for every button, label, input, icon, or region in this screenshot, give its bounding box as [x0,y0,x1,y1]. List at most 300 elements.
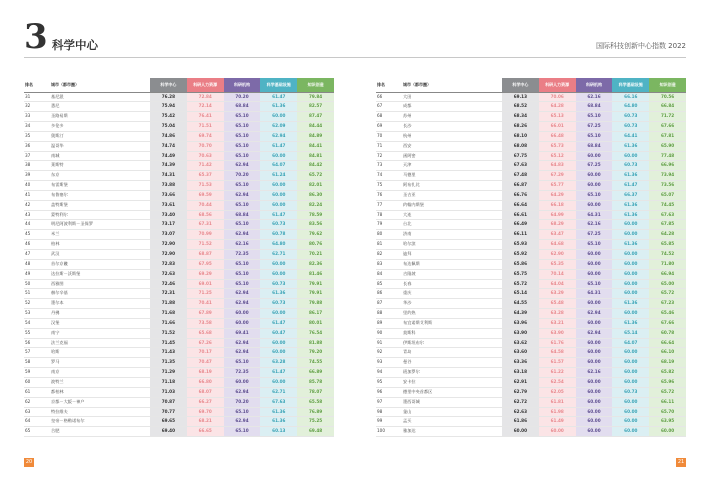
science-center-score: 73.17 [150,220,187,230]
header-research-institutions: 科研机构 [224,78,261,92]
research-talent-score: 71.25 [187,289,224,299]
rank-cell: 48 [24,259,50,269]
science-center-score: 66.64 [502,200,539,210]
research-talent-score: 67.26 [187,338,224,348]
city-cell: 西雅图 [50,279,150,289]
city-cell: 安卡拉 [402,377,502,387]
science-center-score: 63.96 [502,318,539,328]
research-institutions-score: 60.00 [576,387,613,397]
city-cell: 莱斯特 [50,161,150,171]
research-talent-score: 65.68 [187,328,224,338]
rank-cell: 41 [24,190,50,200]
city-cell: 长春 [402,279,502,289]
city-cell: 都柏林 [50,387,150,397]
research-talent-score: 61.22 [539,368,576,378]
table-row [376,358,686,368]
rank-cell: 77 [376,200,402,210]
rank-cell: 33 [24,112,50,122]
rank-cell: 90 [376,328,402,338]
city-cell: 汉堡 [50,318,150,328]
science-infrastructure-score: 60.00 [612,309,649,319]
science-center-score: 67.75 [502,151,539,161]
research-institutions-score: 62.94 [224,230,261,240]
science-center-score: 73.07 [150,230,187,240]
header-rank: 排名 [24,78,50,92]
table-row [376,377,686,387]
science-center-score: 62.63 [502,407,539,417]
science-infrastructure-score: 60.73 [260,299,297,309]
knowledge-creation-score: 68.19 [649,358,686,368]
science-center-score: 65.93 [502,240,539,250]
science-infrastructure-score: 60.00 [260,181,297,191]
table-row [24,269,334,279]
science-infrastructure-score: 64.80 [612,102,649,112]
science-infrastructure-score: 61.36 [612,299,649,309]
research-talent-score: 67.29 [539,171,576,181]
science-center-score: 71.43 [150,348,187,358]
science-center-score: 71.88 [150,299,187,309]
page-number-right: 21 [677,459,685,465]
knowledge-creation-score: 69.48 [297,427,334,437]
rank-cell: 71 [376,141,402,151]
research-institutions-score: 70.20 [224,92,261,102]
left-page-table [24,78,334,437]
rank-cell: 46 [24,240,50,250]
research-institutions-score: 60.00 [576,250,613,260]
table-row [24,318,334,328]
research-institutions-score: 70.20 [224,171,261,181]
science-infrastructure-score: 60.00 [612,279,649,289]
research-institutions-score: 68.84 [576,102,613,112]
knowledge-creation-score: 65.82 [649,368,686,378]
science-center-score: 72.90 [150,240,187,250]
research-institutions-score: 60.00 [576,417,613,427]
research-talent-score: 65.13 [539,112,576,122]
header-science-infrastructure: 科学基础设施 [612,78,649,92]
research-talent-score: 62.05 [539,387,576,397]
knowledge-creation-score: 67.23 [649,299,686,309]
knowledge-creation-score: 79.84 [297,92,334,102]
research-institutions-score: 65.10 [224,141,261,151]
knowledge-creation-score: 76.54 [297,328,334,338]
science-infrastructure-score: 60.00 [612,358,649,368]
science-infrastructure-score: 60.00 [260,338,297,348]
knowledge-creation-score: 73.56 [649,181,686,191]
ranking-table [24,78,334,437]
research-institutions-score: 65.10 [224,269,261,279]
research-institutions-score: 60.00 [576,181,613,191]
science-infrastructure-score: 66.16 [612,92,649,102]
science-center-score: 73.88 [150,181,187,191]
rank-cell: 96 [376,387,402,397]
table-row [376,279,686,289]
research-talent-score: 71.42 [187,161,224,171]
research-talent-score: 73.58 [187,318,224,328]
science-infrastructure-score: 60.00 [612,368,649,378]
research-talent-score: 64.83 [539,161,576,171]
knowledge-creation-score: 79.62 [297,230,334,240]
city-cell: 哈尔滨 [402,240,502,250]
rank-cell: 42 [24,200,50,210]
research-talent-score: 64.29 [539,190,576,200]
science-infrastructure-score: 61.36 [260,289,297,299]
research-talent-score: 65.12 [539,151,576,161]
science-center-score: 65.75 [502,269,539,279]
science-infrastructure-score: 61.36 [612,240,649,250]
city-cell: 多伦多 [50,122,150,132]
table-row [24,161,334,171]
research-institutions-score: 60.00 [576,259,613,269]
science-center-score: 65.72 [502,279,539,289]
research-institutions-score: 60.00 [224,309,261,319]
city-cell: 重庆 [402,289,502,299]
rank-cell: 39 [24,171,50,181]
research-talent-score: 64.58 [539,348,576,358]
knowledge-creation-score: 81.46 [297,269,334,279]
rank-cell: 57 [24,348,50,358]
research-institutions-score: 64.31 [576,289,613,299]
table-row [376,200,686,210]
science-center-score: 63.90 [502,328,539,338]
research-institutions-score: 60.00 [576,427,613,437]
knowledge-creation-score: 85.78 [297,377,334,387]
city-cell: 罗马 [50,358,150,368]
research-talent-score: 70.44 [187,200,224,210]
science-center-score: 69.65 [150,417,187,427]
science-infrastructure-score: 60.00 [612,427,649,437]
table-row [376,92,686,102]
header-research-talent: 科研人力资源 [539,78,576,92]
rank-cell: 100 [376,427,402,437]
city-cell: 首尔京畿 [50,259,150,269]
research-institutions-score: 65.10 [224,259,261,269]
rank-cell: 73 [376,161,402,171]
city-cell: 南京 [50,368,150,378]
science-center-score: 72.31 [150,289,187,299]
knowledge-creation-score: 84.42 [297,161,334,171]
knowledge-creation-score: 82.36 [297,259,334,269]
city-cell: 圣吉亚 [402,190,502,200]
rank-cell: 75 [376,181,402,191]
table-row [376,407,686,417]
rank-cell: 52 [24,299,50,309]
rank-cell: 59 [24,368,50,378]
city-cell: 明尼阿波利斯－圣保罗 [50,220,150,230]
city-cell: 法兰克福 [50,338,150,348]
research-talent-score: 63.21 [539,318,576,328]
knowledge-creation-score: 84.44 [297,122,334,132]
city-cell: 成都 [402,102,502,112]
rank-cell: 31 [24,92,50,102]
research-talent-score: 70.63 [187,151,224,161]
header-divider [24,57,686,58]
knowledge-creation-score: 67.63 [649,210,686,220]
table-row [376,318,686,328]
science-infrastructure-score: 60.00 [260,309,297,319]
research-institutions-score: 65.10 [576,190,613,200]
science-infrastructure-score: 67.63 [260,397,297,407]
table-row [24,171,334,181]
research-institutions-score: 65.10 [224,358,261,368]
science-infrastructure-score: 61.36 [260,102,297,112]
research-institutions-score: 68.84 [224,102,261,112]
table-row [376,220,686,230]
research-institutions-score: 69.41 [224,328,261,338]
header-research-talent: 科研人力资源 [187,78,224,92]
table-row [376,289,686,299]
science-infrastructure-score: 62.94 [260,131,297,141]
rank-cell: 60 [24,377,50,387]
science-center-score: 63.62 [502,338,539,348]
science-infrastructure-score: 60.00 [612,250,649,260]
rank-cell: 43 [24,210,50,220]
research-talent-score: 66.65 [187,427,224,437]
knowledge-creation-score: 66.89 [297,368,334,378]
rank-cell: 45 [24,230,50,240]
science-center-score: 68.34 [502,112,539,122]
table-row [24,190,334,200]
science-infrastructure-score: 61.47 [260,210,297,220]
city-cell: 蒙特利尔 [50,210,150,220]
research-institutions-score: 60.00 [224,377,261,387]
research-talent-score: 76.41 [187,112,224,122]
right-page-table [376,78,686,437]
science-center-score: 71.66 [150,318,187,328]
knowledge-creation-score: 65.85 [649,240,686,250]
rank-cell: 74 [376,171,402,181]
science-center-score: 71.35 [150,358,187,368]
table-row [376,259,686,269]
research-institutions-score: 62.16 [576,92,613,102]
rank-cell: 44 [24,220,50,230]
knowledge-creation-score: 87.47 [297,112,334,122]
table-row [376,171,686,181]
knowledge-creation-score: 70.56 [649,92,686,102]
research-talent-score: 68.07 [187,387,224,397]
table-row [376,328,686,338]
city-cell: 函阿密 [402,151,502,161]
knowledge-creation-score: 79.91 [297,279,334,289]
city-cell: 台北 [402,220,502,230]
science-infrastructure-score: 60.00 [612,269,649,279]
science-infrastructure-score: 60.00 [612,220,649,230]
research-institutions-score: 62.94 [576,328,613,338]
research-talent-score: 64.99 [539,210,576,220]
research-institutions-score: 62.94 [224,348,261,358]
rank-cell: 91 [376,338,402,348]
knowledge-creation-score: 65.72 [649,387,686,397]
science-center-score: 68.08 [502,141,539,151]
page-header [0,0,710,60]
table-row [24,112,334,122]
research-talent-score: 67.95 [187,259,224,269]
research-institutions-score: 65.10 [224,427,261,437]
research-institutions-score: 60.00 [576,171,613,181]
table-header-row [24,78,334,92]
table-row [24,348,334,358]
header-research-institutions: 科研机构 [576,78,613,92]
rank-cell: 47 [24,250,50,260]
city-cell: 天津 [402,161,502,171]
research-institutions-score: 60.00 [576,299,613,309]
knowledge-creation-score: 60.78 [649,328,686,338]
science-infrastructure-score: 60.73 [612,387,649,397]
science-infrastructure-score: 60.00 [260,259,297,269]
table-row [376,181,686,191]
city-cell: 约翰内斯堡 [402,200,502,210]
knowledge-creation-score: 86.17 [297,309,334,319]
knowledge-creation-score: 83.56 [297,220,334,230]
research-talent-score: 68.21 [187,417,224,427]
knowledge-creation-score: 79.20 [297,348,334,358]
science-infrastructure-score: 61.36 [612,210,649,220]
city-cell: 济南 [402,230,502,240]
city-cell: 丹佛 [50,309,150,319]
knowledge-creation-score: 79.91 [297,289,334,299]
research-talent-score: 64.68 [539,240,576,250]
city-cell: 合肥 [50,427,150,437]
knowledge-creation-score: 81.88 [297,338,334,348]
rank-cell: 82 [376,250,402,260]
city-cell: 波特兰 [50,377,150,387]
science-infrastructure-score: 60.00 [260,200,297,210]
science-infrastructure-score: 64.80 [260,240,297,250]
research-talent-score: 69.70 [187,407,224,417]
research-institutions-score: 65.10 [224,181,261,191]
research-talent-score: 66.27 [187,397,224,407]
science-center-score: 65.92 [502,250,539,260]
research-talent-score: 70.47 [187,358,224,368]
city-cell: 武汉 [50,250,150,260]
table-row [24,328,334,338]
science-center-score: 62.72 [502,397,539,407]
research-institutions-score: 60.00 [576,377,613,387]
research-institutions-score: 67.25 [576,122,613,132]
science-center-score: 63.18 [502,368,539,378]
research-talent-score: 65.35 [539,259,576,269]
table-row [376,338,686,348]
rank-cell: 78 [376,210,402,220]
knowledge-creation-score: 65.07 [649,190,686,200]
science-center-score: 71.45 [150,338,187,348]
research-talent-score: 66.01 [539,122,576,132]
city-cell: 京都－大阪－神户 [50,397,150,407]
science-center-score: 71.52 [150,328,187,338]
research-institutions-score: 65.10 [224,112,261,122]
science-infrastructure-score: 60.00 [612,407,649,417]
science-infrastructure-score: 61.47 [260,368,297,378]
science-infrastructure-score: 61.47 [612,181,649,191]
science-center-score: 66.76 [502,190,539,200]
research-talent-score: 70.14 [539,269,576,279]
table-row [24,417,334,427]
table-row [376,368,686,378]
research-talent-score: 70.99 [187,230,224,240]
science-infrastructure-score: 60.00 [612,151,649,161]
table-row [24,220,334,230]
city-cell: 雅加达 [402,427,502,437]
science-infrastructure-score: 61.47 [260,92,297,102]
research-institutions-score: 65.10 [576,240,613,250]
science-infrastructure-score: 60.00 [260,377,297,387]
table-row [376,250,686,260]
knowledge-creation-score: 63.95 [649,417,686,427]
science-infrastructure-score: 60.73 [612,112,649,122]
knowledge-creation-score: 86.30 [297,190,334,200]
science-center-score: 72.83 [150,259,187,269]
research-institutions-score: 62.94 [224,417,261,427]
header-city: 城市（都市圈） [50,78,150,92]
table-row [376,348,686,358]
science-infrastructure-score: 60.00 [260,190,297,200]
research-talent-score: 61.57 [539,358,576,368]
rank-cell: 37 [24,151,50,161]
science-infrastructure-score: 61.36 [260,407,297,417]
science-infrastructure-score: 60.00 [260,348,297,358]
header-knowledge-creation: 知识创造 [649,78,686,92]
header-knowledge-creation: 知识创造 [297,78,334,92]
science-infrastructure-score: 66.37 [612,190,649,200]
science-infrastructure-score: 60.00 [260,151,297,161]
science-center-score: 75.04 [150,122,187,132]
science-infrastructure-score: 60.00 [612,348,649,358]
rank-cell: 87 [376,299,402,309]
city-cell: 南宁 [50,328,150,338]
knowledge-creation-score: 84.89 [297,131,334,141]
research-institutions-score: 65.10 [224,151,261,161]
table-row [24,102,334,112]
research-institutions-score: 68.84 [224,210,261,220]
knowledge-creation-score: 65.58 [297,397,334,407]
rank-cell: 94 [376,368,402,378]
science-infrastructure-score: 60.47 [260,328,297,338]
knowledge-creation-score: 78.59 [297,210,334,220]
science-center-score: 73.61 [150,200,187,210]
research-institutions-score: 60.00 [576,318,613,328]
rank-cell: 92 [376,348,402,358]
knowledge-creation-score: 74.52 [649,250,686,260]
rank-cell: 83 [376,259,402,269]
rank-cell: 88 [376,309,402,319]
research-institutions-score: 72.35 [224,368,261,378]
city-cell: 孟买 [402,417,502,427]
city-cell: 柏林 [50,240,150,250]
rank-cell: 32 [24,102,50,112]
city-cell: 圣路易斯 [50,112,150,122]
rank-cell: 84 [376,269,402,279]
knowledge-creation-score: 66.84 [649,102,686,112]
city-cell: 大田 [402,92,502,102]
science-center-score: 69.13 [502,92,539,102]
table-row [24,122,334,132]
science-center-score: 74.31 [150,171,187,181]
research-institutions-score: 60.00 [576,151,613,161]
knowledge-creation-score: 67.66 [649,122,686,132]
science-center-score: 64.39 [502,309,539,319]
science-center-score: 65.14 [502,289,539,299]
city-cell: 大连 [402,210,502,220]
header-science-infrastructure: 科学基础设施 [260,78,297,92]
science-infrastructure-score: 61.36 [612,141,649,151]
report-title: 国际科技创新中心指数 2022 [595,42,686,50]
science-infrastructure-score: 64.41 [612,131,649,141]
city-cell: 马德里 [402,171,502,181]
knowledge-creation-score: 74.55 [297,358,334,368]
table-row [24,387,334,397]
knowledge-creation-score: 65.70 [649,407,686,417]
science-infrastructure-score: 64.07 [612,338,649,348]
science-center-score: 69.40 [150,427,187,437]
